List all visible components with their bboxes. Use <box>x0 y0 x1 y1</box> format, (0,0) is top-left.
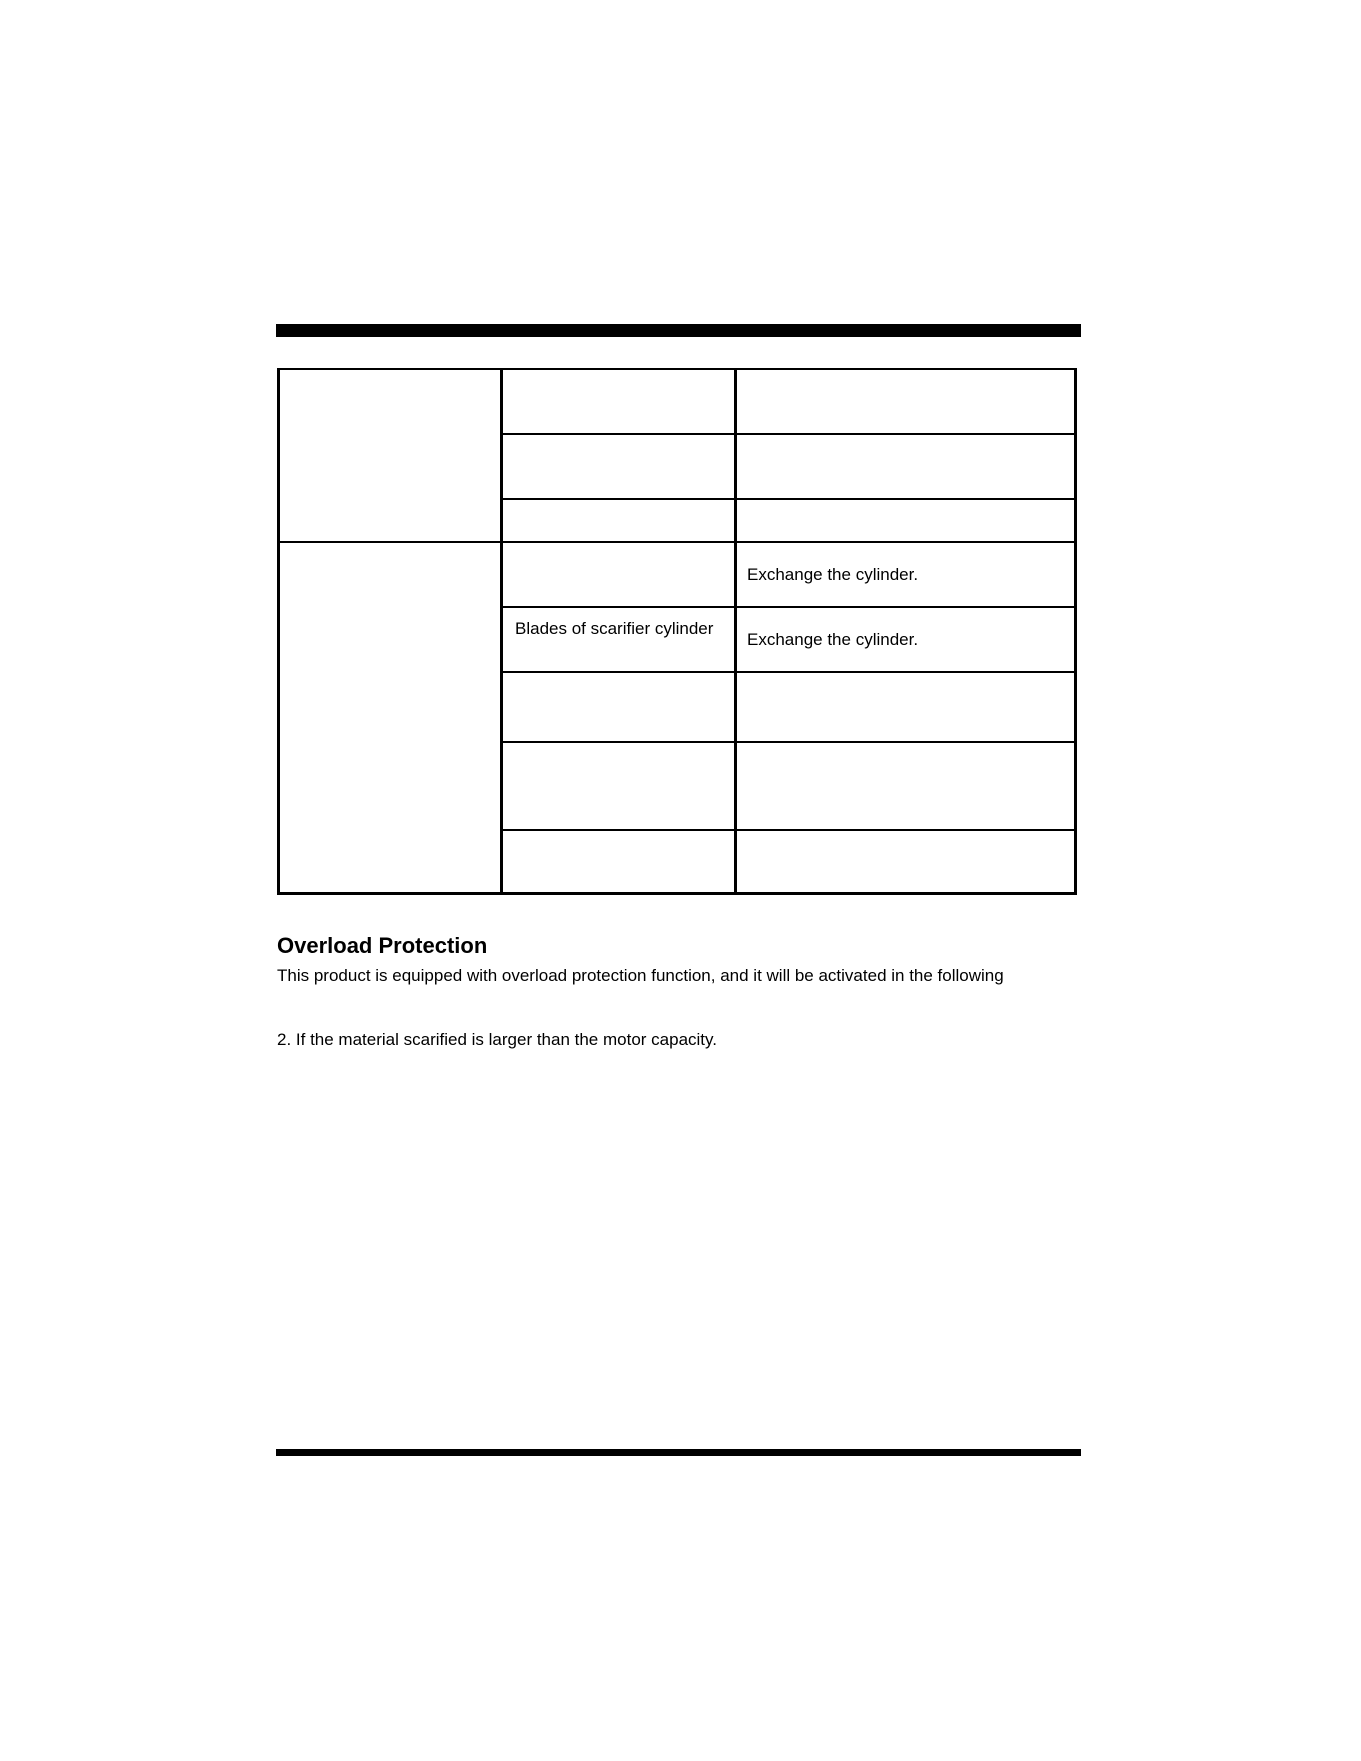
section-heading: Overload Protection <box>277 933 488 958</box>
table-cell-row5-col3: Exchange the cylinder. <box>747 630 919 649</box>
troubleshooting-table <box>277 368 1077 895</box>
list-item-2: 2. If the material scarified is larger than the motor capacity. <box>277 1030 717 1049</box>
header-rule <box>276 324 1081 337</box>
intro-paragraph: This product is equipped with overload protection function, and it will be activated in the following <box>277 966 1004 985</box>
table-cell-row5-col2: Blades of scarifier cylinder <box>515 619 714 638</box>
table-cell-row4-col3: Exchange the cylinder. <box>747 565 919 584</box>
footer-rule <box>276 1449 1081 1456</box>
